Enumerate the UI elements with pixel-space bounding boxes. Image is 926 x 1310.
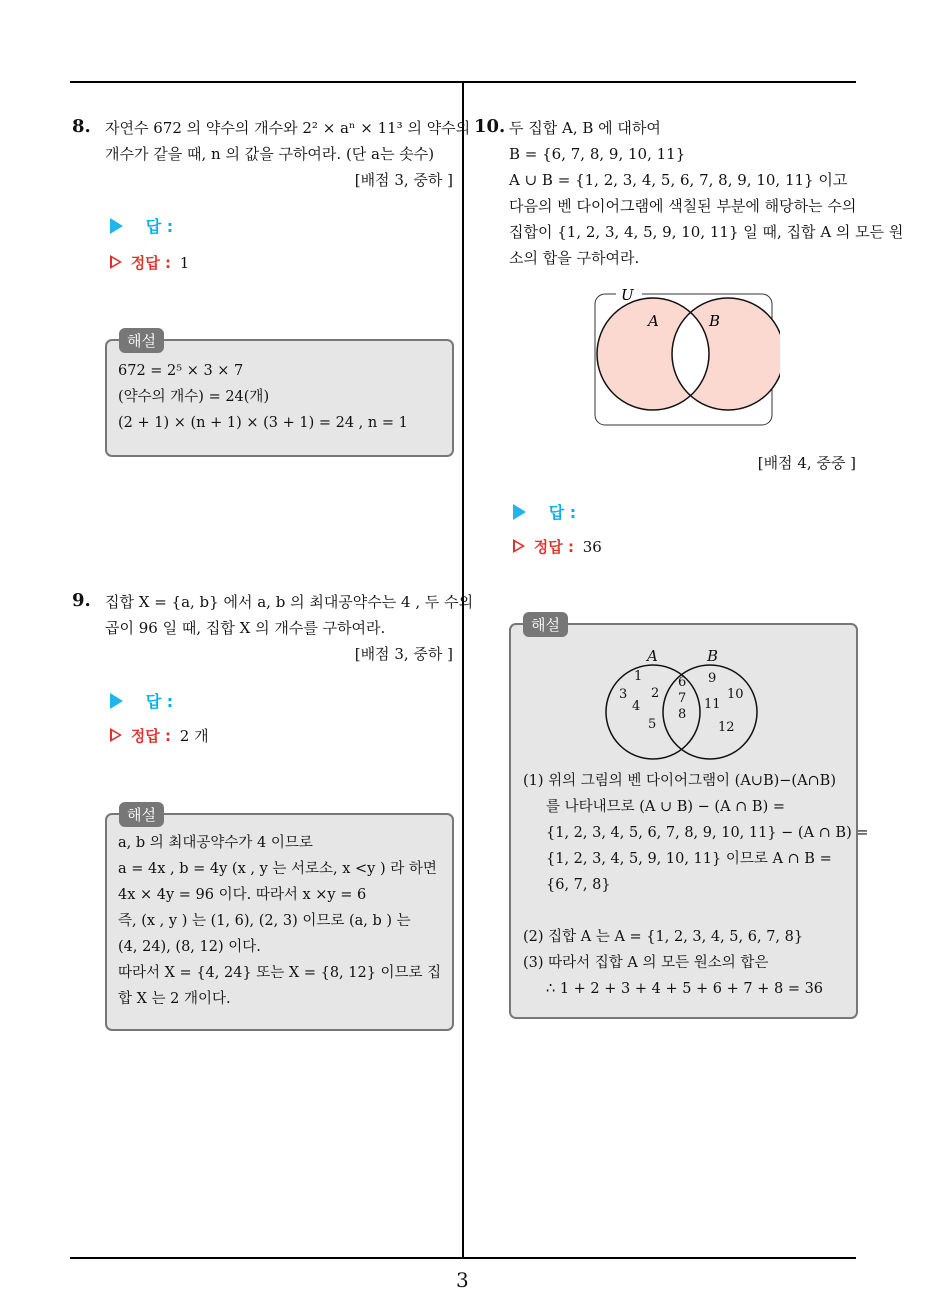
bottom-rule: [70, 1257, 856, 1259]
explanation-line: (3) 따라서 집합 A 의 모든 원소의 합은: [523, 955, 769, 971]
question-9-text-line-1: 집합 X = {a, b} 에서 a, b 의 최대공약수는 4 , 두 수의: [105, 593, 474, 611]
explanation-line: 를 나타내므로 (A ∪ B) − (A ∩ B) =: [546, 799, 786, 815]
venn-element: 7: [678, 691, 687, 706]
answer-label: 답 :: [145, 692, 174, 711]
question-venn-diagram: [590, 284, 780, 430]
correct-value: 36: [582, 538, 602, 556]
question-10-text-line-5: 집합이 {1, 2, 3, 4, 5, 9, 10, 11} 일 때, 집합 A 의 모든 원: [509, 223, 904, 241]
explanation-line: 즉, (x , y ) 는 (1, 6), (2, 3) 이므로 (a, b ) 는: [118, 913, 411, 929]
venn-element: 11: [704, 697, 721, 712]
column-divider: [462, 81, 464, 1259]
explanation-line: a = 4x , b = 4y (x , y 는 서로소, x <y ) 라 하면: [118, 861, 437, 877]
explanation-line: ∴ 1 + 2 + 3 + 4 + 5 + 6 + 7 + 8 = 36: [546, 981, 824, 997]
play-arrow-icon: [513, 504, 526, 520]
explanation-line: 672 = 2⁵ × 3 × 7: [118, 363, 244, 379]
explanation-line: (약수의 개수) = 24(개): [118, 389, 270, 405]
question-8-text-line-1: 자연수 672 의 약수의 개수와 2² × aⁿ × 11³ 의 약수의: [105, 119, 471, 137]
answer-label: 답 :: [548, 503, 577, 522]
outline-arrow-icon: [513, 539, 525, 553]
question-10-correct-row: [513, 536, 602, 557]
explanation-line: 4x × 4y = 96 이다. 따라서 x ×y = 6: [118, 887, 367, 903]
question-8-correct-row: [110, 252, 189, 273]
expl-set-a-label: A: [647, 647, 658, 665]
explanation-line: (2 + 1) × (n + 1) × (3 + 1) = 24 , n = 1: [118, 415, 408, 431]
venn-element: 1: [634, 669, 643, 684]
explanation-line: a, b 의 최대공약수가 4 이므로: [118, 835, 313, 851]
venn-element: 5: [648, 717, 657, 732]
venn-element: 2: [651, 686, 660, 701]
question-8-number: 8.: [72, 116, 91, 137]
venn-element: 9: [708, 671, 717, 686]
explanation-line: 합 X 는 2 개이다.: [118, 991, 231, 1007]
question-9-text-line-2: 곱이 96 일 때, 집합 X 의 개수를 구하여라.: [105, 619, 386, 637]
play-arrow-icon: [110, 693, 123, 709]
question-10-text-line-3: A ∪ B = {1, 2, 3, 4, 5, 6, 7, 8, 9, 10, 11} 이고: [509, 171, 848, 189]
question-10-text-line-6: 소의 합을 구하여라.: [509, 249, 640, 267]
question-10-score: [배점 4, 중중 ]: [757, 454, 856, 472]
expl-set-b-label: B: [707, 647, 719, 665]
question-9-answer-row[interactable]: [110, 689, 173, 712]
correct-label: 정답 :: [130, 727, 171, 745]
explanation-line: {1, 2, 3, 4, 5, 9, 10, 11} 이므로 A ∩ B =: [546, 851, 832, 867]
explanation-line: 따라서 X = {4, 24} 또는 X = {8, 12} 이므로 집: [118, 965, 442, 981]
venn-element: 12: [718, 720, 735, 735]
question-8-answer-row[interactable]: [110, 214, 173, 237]
venn-element: 3: [619, 687, 628, 702]
explanation-tag: 해설: [523, 612, 568, 637]
venn-element: 10: [727, 687, 744, 702]
correct-value: 1: [179, 254, 190, 272]
outline-arrow-icon: [110, 255, 122, 269]
question-10-text-line-2: B = {6, 7, 8, 9, 10, 11}: [509, 145, 686, 163]
set-b-label: B: [709, 312, 721, 330]
correct-value: 2 개: [179, 727, 209, 745]
question-8-text-line-2: 개수가 같을 때, n 의 값을 구하여라. (단 a는 솟수): [105, 145, 435, 163]
venn-element: 4: [632, 699, 641, 714]
outline-arrow-icon: [110, 728, 122, 742]
explanation-venn-diagram: [604, 644, 764, 774]
question-10-text-line-4: 다음의 벤 다이어그램에 색칠된 부분에 해당하는 수의: [509, 197, 857, 215]
venn-element: 6: [678, 675, 687, 690]
explanation-tag: 해설: [119, 328, 164, 353]
explanation-line: {1, 2, 3, 4, 5, 6, 7, 8, 9, 10, 11} − (A ∩ B) =: [546, 825, 869, 841]
universe-label: U: [621, 286, 634, 304]
explanation-line: (4, 24), (8, 12) 이다.: [118, 939, 261, 955]
explanation-tag: 해설: [119, 802, 164, 827]
explanation-line: {6, 7, 8}: [546, 877, 611, 893]
set-a-label: A: [648, 312, 659, 330]
explanation-line: (1) 위의 그림의 벤 다이어그램이 (A∪B)−(A∩B): [523, 773, 836, 789]
question-9-number: 9.: [72, 590, 91, 611]
correct-label: 정답 :: [130, 254, 171, 272]
explanation-line: (2) 집합 A 는 A = {1, 2, 3, 4, 5, 6, 7, 8}: [523, 929, 804, 945]
question-10-answer-row[interactable]: [513, 500, 576, 523]
page-number: 3: [456, 1268, 469, 1292]
question-10-text-line-1: 두 집합 A, B 에 대하여: [509, 119, 661, 137]
correct-label: 정답 :: [533, 538, 574, 556]
question-10-number: 10.: [474, 116, 506, 137]
answer-label: 답 :: [145, 217, 174, 236]
play-arrow-icon: [110, 218, 123, 234]
question-8-score: [배점 3, 중하 ]: [354, 171, 453, 189]
question-9-score: [배점 3, 중하 ]: [354, 645, 453, 663]
question-9-correct-row: [110, 725, 209, 746]
venn-element: 8: [678, 707, 687, 722]
